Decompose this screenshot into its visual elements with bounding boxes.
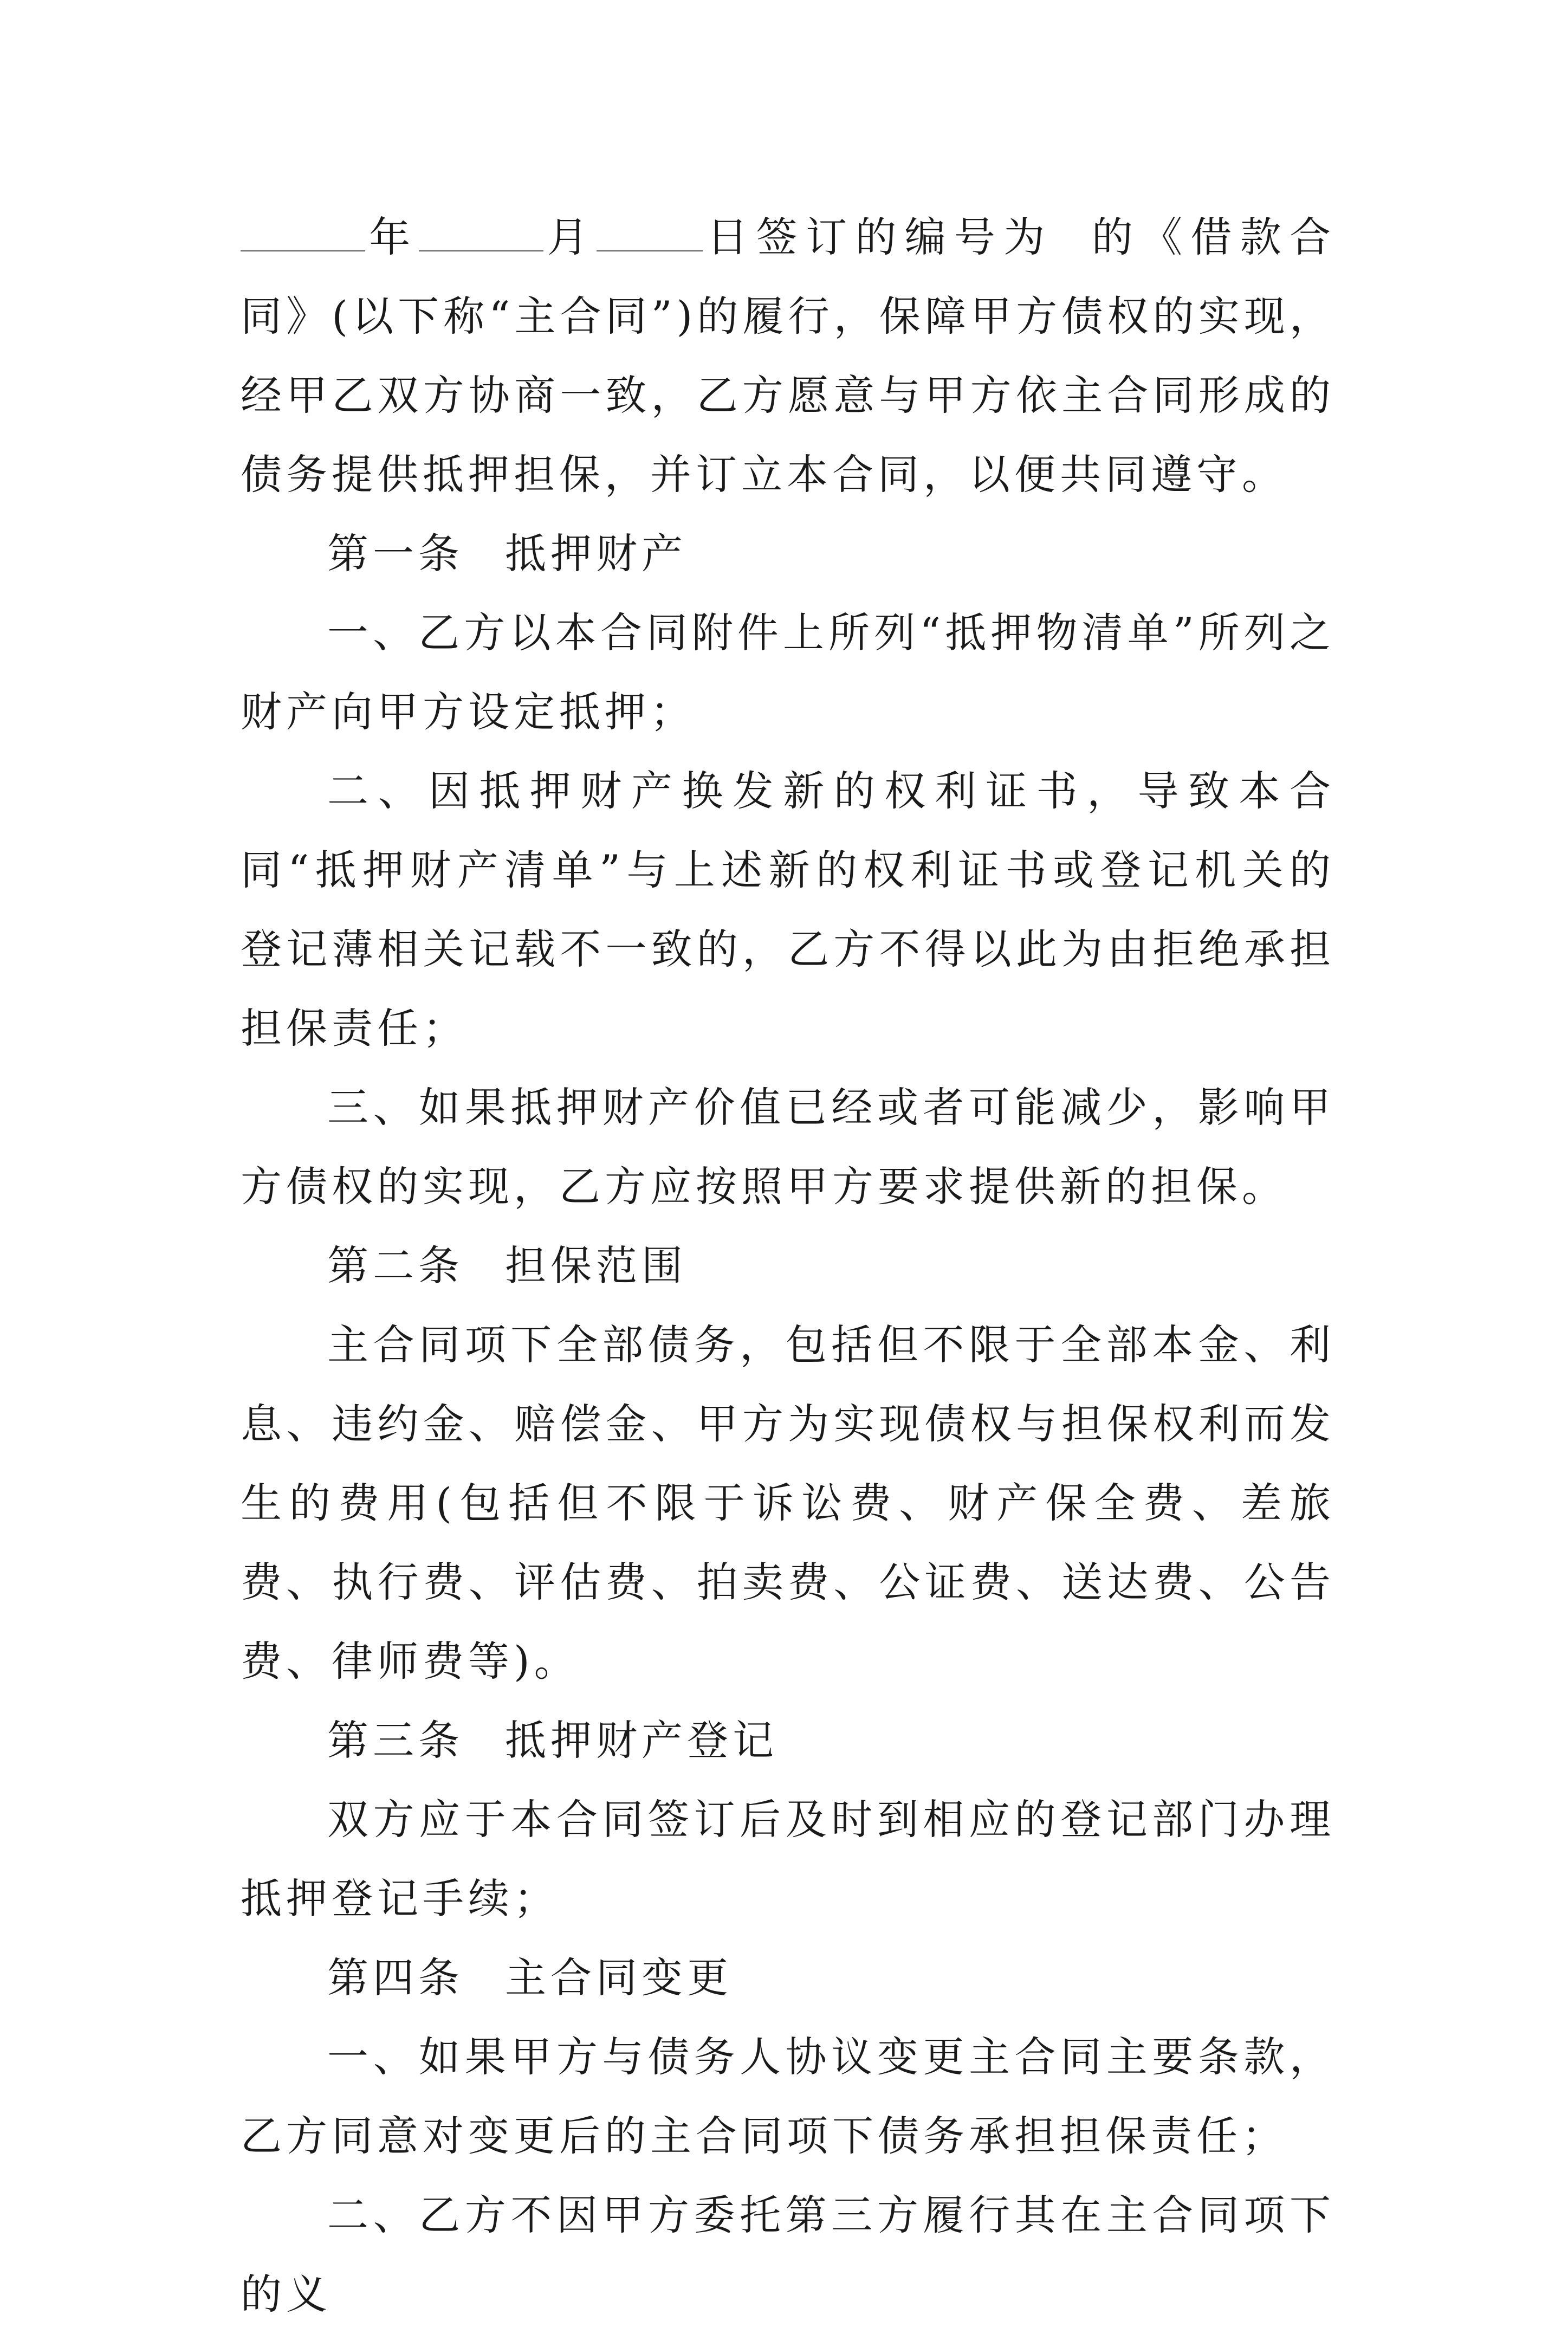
article-1-item: 一、乙方以本合同附件上所列“抵押物清单”所列之财产向甲方设定抵押； [241, 609, 1335, 736]
article-4-item: 二、乙方不因甲方委托第三方履行其在主合同项下的义 [241, 2191, 1335, 2318]
article-4-number: 第四条 [327, 1954, 464, 2002]
article-1-item: 二、因抵押财产换发新的权利证书，导致本合同“抵押财产清单”与上述新的权利证书或登记机关的登记薄相关记载不一致的，乙方不得以此为由拒绝承担担保责任； [241, 767, 1335, 1052]
year-blank [241, 212, 365, 251]
article-1-number: 第一条 [327, 529, 464, 578]
intro-rest: 的《借款合同》(以下称“主合同”)的履行，保障甲方债权的实现，经甲乙双方协商一致，乙方愿意与甲方依主合同形成的债务提供抵押担保，并订立本合同，以便共同遵守。 [241, 213, 1336, 499]
day-blank [597, 212, 703, 251]
month-blank [419, 212, 543, 251]
article-4-item: 一、如果甲方与债务人协议变更主合同主要条款，乙方同意对变更后的主合同项下债务承担担保责任； [241, 2033, 1335, 2160]
article-4-heading [241, 1938, 1335, 2018]
article-2-number: 第二条 [327, 1242, 464, 1290]
article-1-item: 三、如果抵押财产价值已经或者可能减少，影响甲方债权的实现，乙方应按照甲方要求提供新的担保。 [241, 1083, 1335, 1211]
signed-text: 日签订的编号为 [703, 213, 1053, 261]
article-3-number: 第三条 [327, 1716, 464, 1764]
article-3-title: 抵押财产登记 [505, 1716, 778, 1764]
article-2-heading [241, 1226, 1335, 1305]
article-4-title: 主合同变更 [505, 1954, 733, 2002]
month-label: 月 [543, 213, 597, 261]
contract-number-blank [1053, 214, 1088, 251]
article-1-heading [241, 514, 1335, 593]
article-3-text: 双方应于本合同签订后及时到相应的登记部门办理抵押登记手续； [241, 1795, 1335, 1923]
article-3-heading [241, 1701, 1335, 1780]
year-label: 年 [365, 213, 419, 261]
article-2-title: 担保范围 [505, 1242, 687, 1290]
article-2-text: 主合同项下全部债务，包括但不限于全部本金、利息、违约金、赔偿金、甲方为实现债权与担保权利而发生的费用(包括但不限于诉讼费、财产保全费、差旅费、执行费、评估费、拍卖费、公证费、送达费、公告费、律师费等)。 [241, 1321, 1335, 1685]
article-1-title: 抵押财产 [505, 529, 687, 578]
intro-paragraph [241, 198, 1335, 514]
document-body [241, 198, 1335, 2334]
